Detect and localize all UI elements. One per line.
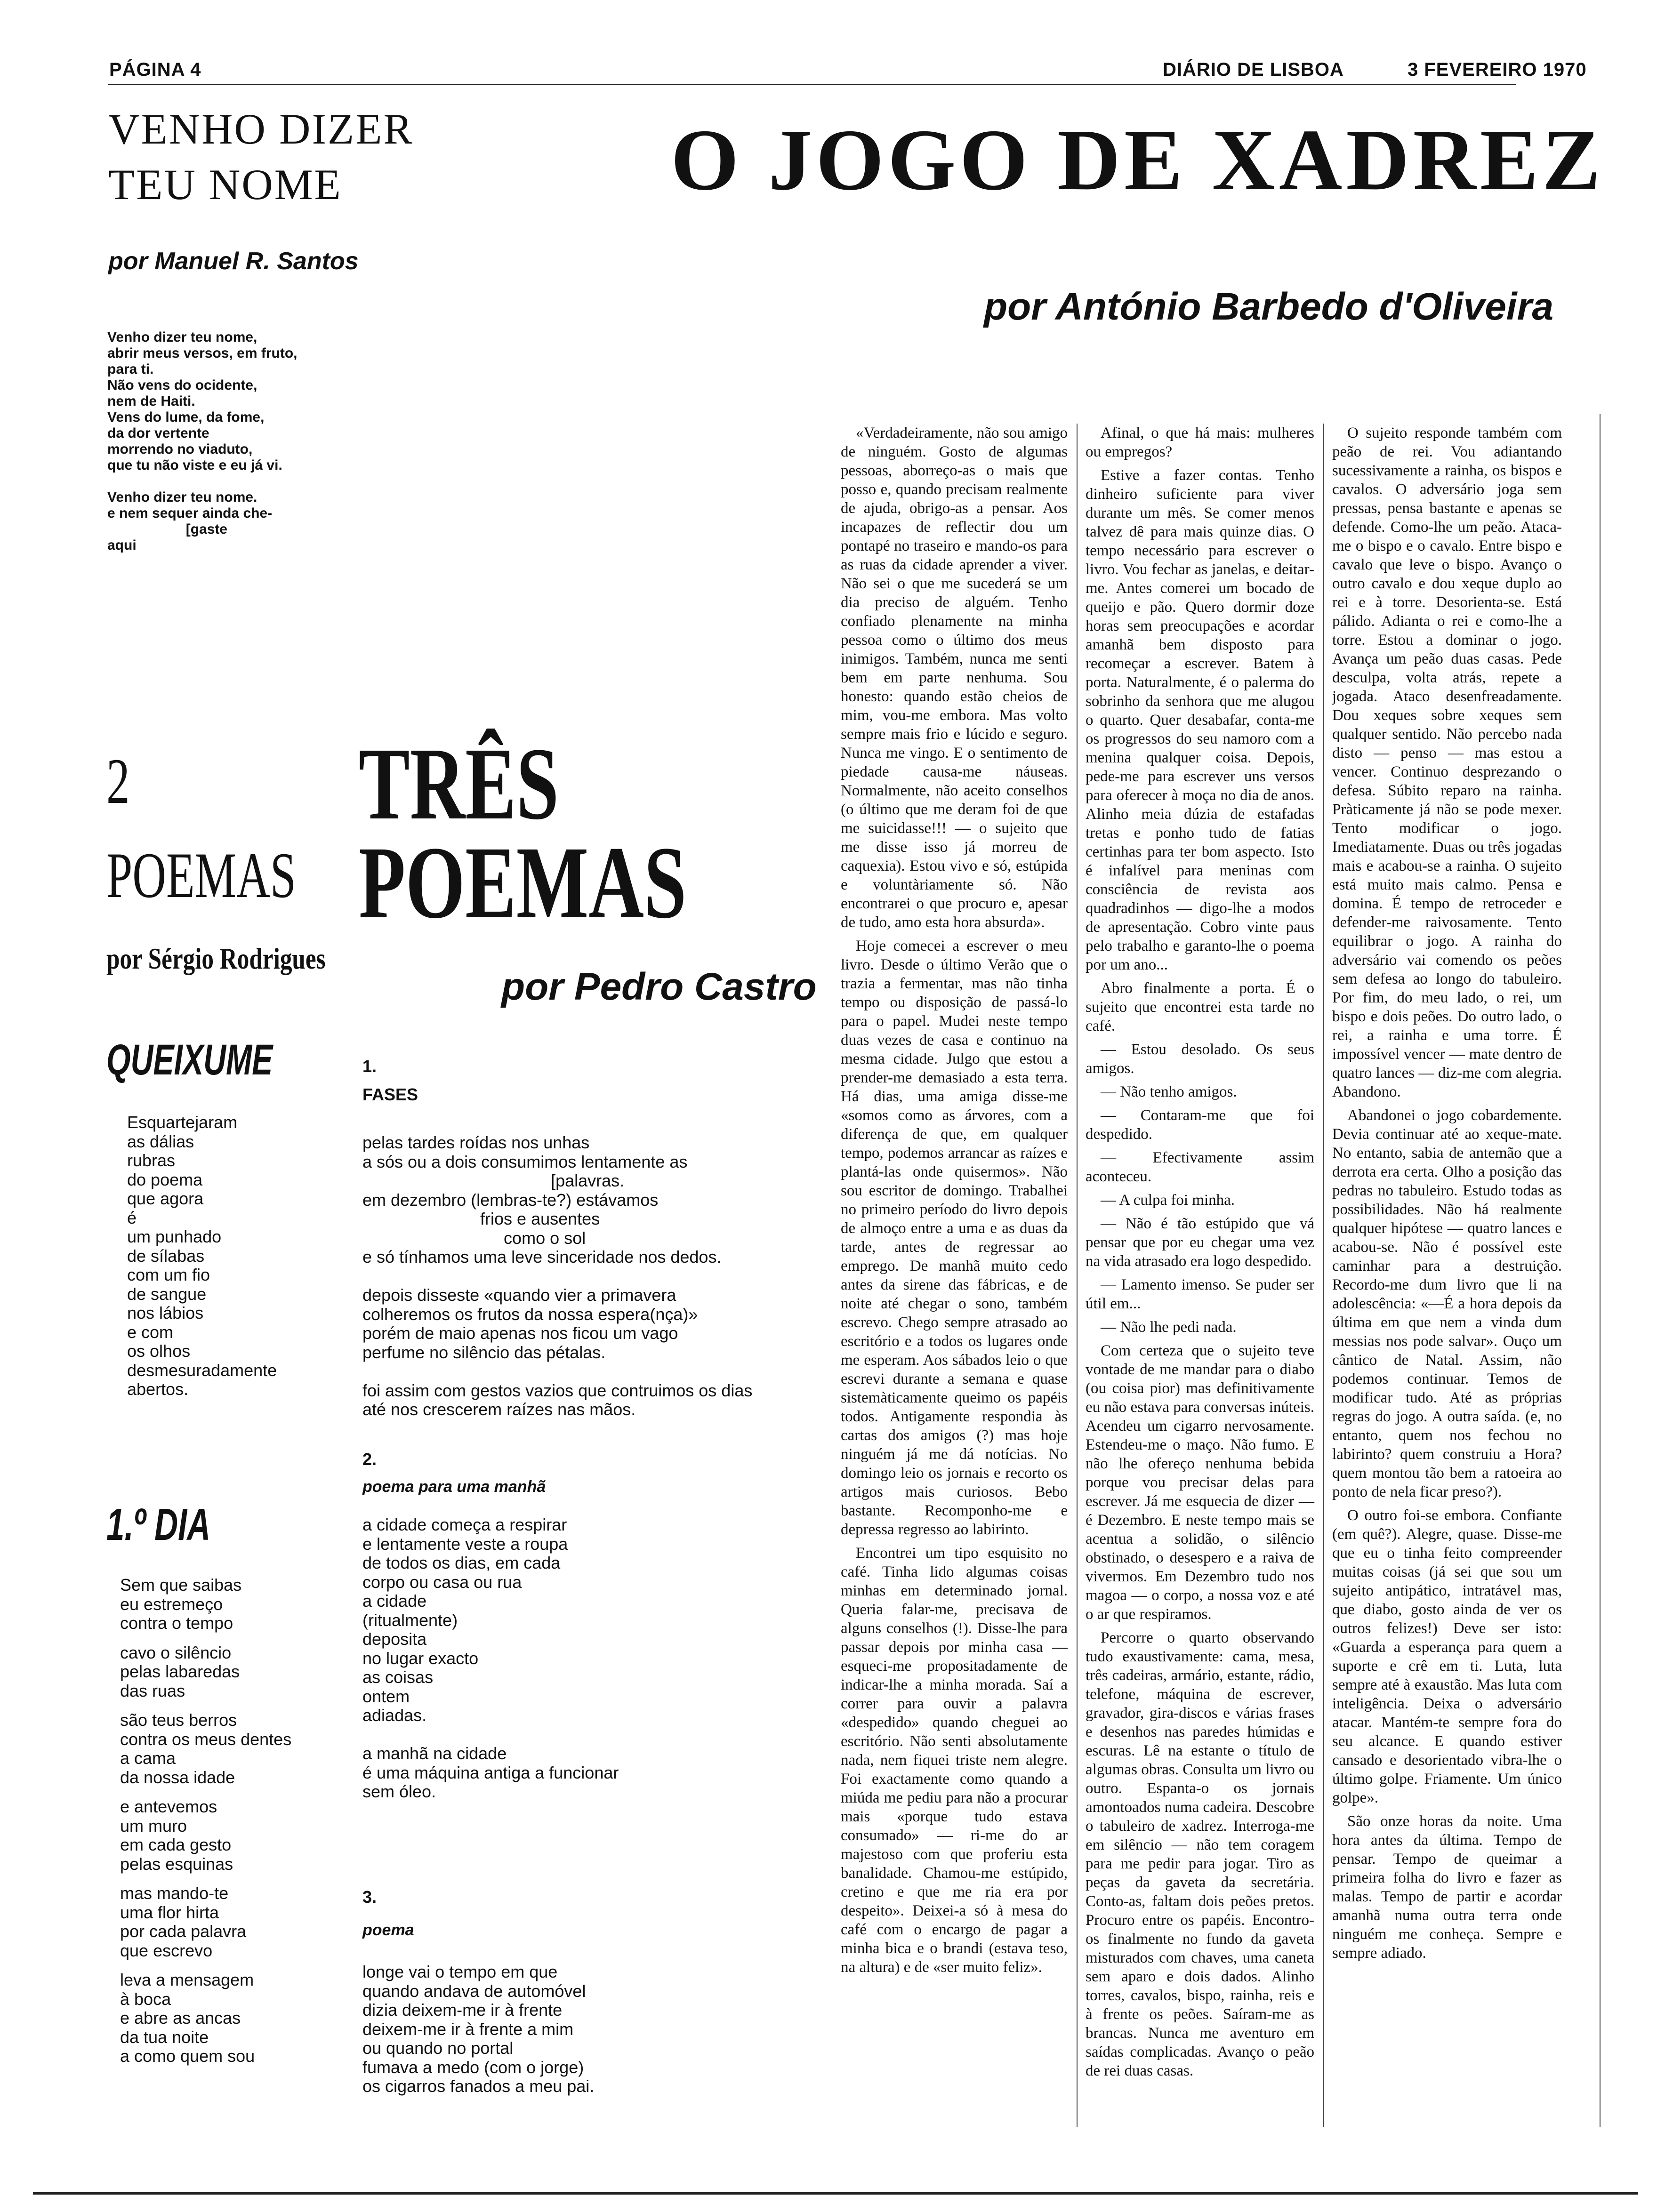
- poem-line: e lentamente veste a roupa: [362, 1534, 568, 1554]
- poem-line: dizia deixem-me ir à frente: [362, 2000, 563, 2020]
- poem-line: que escrevo: [120, 1940, 213, 1960]
- primeiro-dia-title: 1.º DIA: [106, 1499, 211, 1550]
- tres-title-line2: POEMAS: [359, 825, 687, 940]
- poem-line: do poema: [127, 1170, 203, 1189]
- poem-line: os olhos: [127, 1341, 191, 1361]
- queixume-title: QUEIXUME: [106, 1036, 273, 1084]
- poem-line: em dezembro (lembras-te?) estávamos: [362, 1190, 659, 1210]
- paragraph: — Não tenho amigos.: [1101, 1083, 1237, 1100]
- poem-line: fumava a medo (com o jorge): [362, 2057, 584, 2077]
- paragraph: «Verdadeiramente, não sou amigo de ninguém. Gosto de algumas pessoas, aborreço-as o mais que posso e, quando precisam realmente de ajuda, obrigo-as a pensar. Aos incapazes de reflectir dou um pontapé no traseiro e mando-os para as ruas da cidade aprender a viver. Não sei o que me sucederá se um dia preciso de alguém. Tenho confiado plenamente na minha pessoa como o último dos meus inimigos. Também, nunca me senti bem em parte nenhuma. Sou honesto: quando estão cheios de mim, vou-me embora. Mas volto sempre mais frio e lúcido e seguro. Nunca me vingo. E o sentimento de piedade causa-me náuseas. Normalmente, não aceito conselhos (o último que me deram foi de que me suicidasse!!! — o sujeito que me disse isso já morreu de caquexia). Estou vivo e só, estúpida e voluntàriamente só. Não encontrarei o que procuro e, apesar de tudo, amo esta hora absurda».: [841, 425, 1068, 931]
- poem-line: como o sol: [362, 1228, 586, 1248]
- poem-line: de todos os dias, em cada: [362, 1553, 561, 1572]
- poem-line: corpo ou casa ou rua: [362, 1572, 522, 1592]
- poem-line: (ritualmente): [362, 1610, 458, 1630]
- poem-line: [362, 1725, 619, 1745]
- venho-title-line2: TEU NOME: [108, 160, 342, 208]
- poem-line: da dor vertente: [107, 425, 209, 441]
- paragraph: Abro finalmente a porta. É o sujeito que encontrei esta tarde no café.: [1086, 980, 1314, 1034]
- stanza: [120, 1576, 291, 1633]
- poem-line: a cama: [120, 1748, 176, 1768]
- poem-line: de sílabas: [127, 1246, 205, 1266]
- poem-line: contra os meus dentes: [120, 1729, 292, 1749]
- paragraph: Abandonei o jogo cobardemente. Devia continuar até ao xeque-mate. No entanto, sabia de antemão que a derrota era certa. Olho a posição das pedras no tabuleiro. Estudo todas as possibilidades. Não há realmente qualquer hipótese — quatro lances e acabou-se. Não é possível este caminhar para a destruição. Recordo-me dum livro que li na adolescência: «—É a hora depois da última em que nem a vinda dum messias nos pode salvar». Ouço um cântico de Natal. Assim, não podemos continuar. Temos de modificar tudo. Até as próprias regras do jogo. A outra saída. (e, no entanto, quem nos fechou no labirinto? quem construiu a Hora? quem montou tão bem a ratoeira ao ponto de nela ficar preso?).: [1332, 1107, 1562, 1500]
- poem-line: e só tínhamos uma leve sinceridade nos dedos.: [362, 1247, 722, 1266]
- venho-byline: por Manuel R. Santos: [108, 248, 359, 275]
- dois-byline: por Sérgio Rodrigues: [106, 942, 326, 975]
- poem-line: um muro: [120, 1816, 187, 1835]
- poem-line: Não vens do ocidente,: [107, 377, 257, 393]
- poem-line: e nem sequer ainda che-: [107, 505, 273, 521]
- fases-number: 1.: [362, 1057, 377, 1076]
- poem-line: das ruas: [120, 1681, 185, 1700]
- poem-line: da tua noite: [120, 2027, 209, 2047]
- poema-number: 3.: [362, 1887, 377, 1907]
- paragraph: — Contaram-me que foi despedido.: [1086, 1107, 1314, 1143]
- poem-line: morrendo no viaduto,: [107, 441, 253, 457]
- header-rule: [108, 84, 1516, 85]
- poem-line: nem de Haiti.: [107, 393, 195, 409]
- xadrez-column-3: [1332, 424, 1562, 1967]
- poem-line: sem óleo.: [362, 1782, 436, 1801]
- paragraph: São onze horas da noite. Uma hora antes da última. Tempo de pensar. Tempo de queimar a primeira folha do livro e fazer as malas. Tempo de partir e acordar amanhã numa outra terra onde ninguém me conheça. Sempre e sempre adiado.: [1332, 1813, 1562, 1962]
- poem-line: pelas labaredas: [120, 1662, 240, 1681]
- poem-line: é: [127, 1208, 137, 1227]
- stanza: [120, 1797, 291, 1874]
- venho-poem: [107, 329, 297, 553]
- column-rule-1: [1077, 424, 1078, 2127]
- poem-line: porém de maio apenas nos ficou um vago: [362, 1323, 678, 1343]
- poem-line: Esquartejaram: [127, 1113, 238, 1132]
- poem-line: com um fio: [127, 1265, 210, 1284]
- poem-line: para ti.: [107, 361, 154, 377]
- xadrez-byline: por António Barbedo d'Oliveira: [984, 285, 1554, 328]
- paragraph: Encontrei um tipo esquisito no café. Tinha lido algumas coisas minhas em determinado jornal. Queria falar-me, precisava de alguns conselhos (!). Disse-lhe para passar depois por minha casa — esqueci-me propositadamente de indicar-lhe a minha morada. Saí a correr para ouvir a palavra «despedido» quando cheguei ao escritório. Não senti absolutamente nada, nem fiquei triste nem alegre. Foi exactamente como quando a miúda me pediu para não a procurar mais «porque tudo estava consumado» — ri-me do ar majestoso com que proferiu esta banalidade. Chamou-me estúpido, cretino e que me ria era por despeito». Deixei-a só à mesa do café com o encargo de pagar a minha bica e o brandi (estava teso, na altura) e de «ser muito feliz».: [841, 1545, 1068, 1976]
- paragraph: Hoje comecei a escrever o meu livro. Desde o último Verão que o trazia a fermentar, mas não tinha tempo ou disposição de passá-lo para o papel. Mudei neste tempo duas vezes de casa e continuo na mesma cidade. Julgo que estou a prender-me demasiado a esta terra. Há dias, uma amiga disse-me «somos como as árvores, com a diferença de que, em qualquer tempo, podemos arrancar as raízes e plantá-las onde quisermos». Não sou escritor de domingo. Trabalhei no primeiro período do livro depois de almoço entre a uma e as duas da tarde, antes de regressar ao emprego. De manhã muito cedo antes da sirene das fábricas, e de noite até chegar o sono, também escrevo. Chego sempre atrasado ao escritório e a todos os lugares onde me esperam. Aos sábados leio o que escrevi durante a semana e quase sistemàticamente queimo os papéis todos. Antigamente respondia às cartas dos amigos (?) mas hoje ninguém já me dá notícias. No domingo leio os jornais e recorto os artigos mais curiosos. Bebo bastante. Recomponho-me e depressa regresso ao labirinto.: [841, 938, 1068, 1538]
- tres-byline: por Pedro Castro: [501, 965, 817, 1008]
- poem-line: deixem-me ir à frente a mim: [362, 2019, 574, 2039]
- poem-line: pelas esquinas: [120, 1854, 233, 1874]
- poema-poem: [362, 1963, 594, 2096]
- page-number: PÁGINA 4: [109, 59, 201, 80]
- poem-line: aqui: [107, 537, 137, 553]
- poem-line: mas mando-te: [120, 1883, 229, 1903]
- poem-line: [palavras.: [362, 1171, 625, 1190]
- poem-line: são teus berros: [120, 1710, 237, 1730]
- poem-line: a manhã na cidade: [362, 1744, 507, 1763]
- manha-title: poema para uma manhã: [362, 1478, 546, 1496]
- poem-line: as coisas: [362, 1667, 434, 1687]
- paragraph: — Efectivamente assim aconteceu.: [1086, 1149, 1314, 1185]
- poem-line: rubras: [127, 1151, 176, 1170]
- paragraph: Estive a fazer contas. Tenho dinheiro suficiente para viver durante um mês. Se comer menos talvez dê para mais quinze dias. O tempo necessário para escrever o livro. Vou fechar as janelas, e deitar-me. Antes comerei um bocado de queijo e pão. Quero dormir doze horas sem preocupações e acordar amanhã bem disposto para recomeçar a escrever. Batem à porta. Naturalmente, é o palerma do sobrinho da senhora que me alugou o quarto. Quer desabafar, conta-me os progressos do seu namoro com a menina qualquer coisa. Depois, pede-me para escrever uns versos para oferecer à moça no dia de anos. Alinho meia dúzia de estafadas tretas e ponho tudo de fatias certinhas para ter bom aspecto. Isto é infalível para meninas com consciência de revista aos quadradinhos — digo-lhe a modos de apresentação. Cobro vinte paus pelo trabalho e garanto-lhe o poema por um ano...: [1086, 467, 1314, 973]
- manha-poem: [362, 1515, 619, 1802]
- column-rule-2: [1323, 424, 1324, 2127]
- poem-line: a como quem sou: [120, 2046, 255, 2066]
- poem-line: e com: [127, 1322, 174, 1342]
- paragraph: Com certeza que o sujeito teve vontade de me mandar para o diabo (ou coisa pior) mas definitivamente eu não estava para conversas inúteis. Acendeu um cigarro nervosamente. Estendeu-me o maço. Não fumo. E não lhe ofereço nenhuma bebida porque vou precisar delas para escrever. Já me esquecia de dizer — é Dezembro. E neste tempo mais se acentua a solidão, o silêncio obstinado, o desespero e a raiva de vivermos. Em Dezembro tudo nos magoa — o corpo, a nossa voz e até o ar que respiramos.: [1086, 1342, 1314, 1623]
- paragraph: — Não é tão estúpido que vá pensar que por eu chegar uma vez na vida atrasado era logo despedido.: [1086, 1215, 1314, 1270]
- poem-line: abertos.: [127, 1379, 189, 1399]
- poem-line: Venho dizer teu nome.: [107, 489, 257, 505]
- paragraph: O outro foi-se embora. Confiante (em quê?). Alegre, quase. Disse-me que eu o tinha feito compreender muitas coisas (já sei que sou um sujeito antipático, intratável mas, que diabo, gosto ainda de ver os outros felizes!) Deve ser isto: «Guarda a esperança para quem a suporte e crê em ti. Luta, luta sempre até à exaustão. Mas luta com inteligência. Deixa o adversário atacar. Mantém-te sempre fora do seu alcance. E quando estiver cansado e desorientado vibra-lhe o último golpe. Friamente. Um único golpe».: [1332, 1507, 1562, 1806]
- stanza: [120, 1971, 291, 2066]
- poem-line: e abre as ancas: [120, 2008, 241, 2028]
- venho-title: [108, 101, 414, 212]
- poem-line: que agora: [127, 1189, 204, 1208]
- poem-line: os cigarros fanados a meu pai.: [362, 2076, 595, 2096]
- poem-line: e antevemos: [120, 1797, 217, 1816]
- paragraph: — Não lhe pedi nada.: [1101, 1319, 1237, 1336]
- poem-line: deposita: [362, 1629, 427, 1649]
- paragraph: Afinal, o que há mais: mulheres ou empregos?: [1086, 425, 1314, 460]
- poem-line: [107, 473, 297, 489]
- issue-date: 3 FEVEREIRO 1970: [1408, 59, 1587, 80]
- poem-line: a cidade começa a respirar: [362, 1515, 567, 1534]
- poem-line: a sós ou a dois consumimos lentamente as: [362, 1152, 688, 1171]
- fases-title: FASES: [362, 1085, 418, 1104]
- poem-line: quando andava de automóvel: [362, 1981, 586, 2001]
- stanza: [120, 1711, 291, 1787]
- stanza: [120, 1643, 291, 1701]
- poem-line: eu estremeço: [120, 1594, 223, 1614]
- poem-line: [gaste: [107, 521, 228, 537]
- poem-line: em cada gesto: [120, 1835, 232, 1854]
- newspaper-name: DIÁRIO DE LISBOA: [1163, 59, 1344, 80]
- poem-line: que tu não viste e eu já vi.: [107, 457, 282, 473]
- dois-number: 2: [106, 745, 130, 817]
- poem-line: [362, 1362, 752, 1381]
- poem-line: perfume no silêncio das pétalas.: [362, 1342, 606, 1362]
- footer-rule: [33, 2192, 1638, 2195]
- manha-number: 2.: [362, 1450, 377, 1469]
- poem-line: pelas tardes roídas nos unhas: [362, 1133, 590, 1152]
- poem-line: as dálias: [127, 1131, 194, 1151]
- poem-line: até nos crescerem raízes nas mãos.: [362, 1400, 636, 1419]
- fases-poem: [362, 1133, 752, 1419]
- paragraph: — A culpa foi minha.: [1101, 1192, 1235, 1209]
- poem-line: longe vai o tempo em que: [362, 1962, 558, 1981]
- poem-line: a cidade: [362, 1591, 427, 1611]
- column-rule-3: [1600, 414, 1601, 2127]
- poem-line: Vens do lume, da fome,: [107, 409, 265, 425]
- poem-line: frios e ausentes: [362, 1209, 600, 1228]
- poem-line: colheremos os frutos da nossa espera(nça)»: [362, 1304, 698, 1324]
- poem-line: ou quando no portal: [362, 2038, 514, 2058]
- primeiro-dia-poem: [120, 1576, 291, 2076]
- paragraph: O sujeito responde também com peão de rei. Vou adiantando sucessivamente a rainha, os bispos e cavalos. O adversário joga sem pressas, pensa bastante e apenas se defende. Como-lhe um peão. Ataca-me o bispo e o cavalo. Entre bispo e cavalo que leve o bispo. Avanço o outro cavalo e dou xeque duplo ao rei e à torre. Desorienta-se. Está pálido. Adianta o rei e como-lhe a torre. Estou a dominar o jogo. Avança um peão duas casas. Pede desculpa, volta atrás, repete a jogada. Ataco desenfreadamente. Dou xeques sobre xeques sem qualquer sentido. Não percebo nada disto — penso — mas estou a vencer. Continuo desprezando o defesa. Súbito reparo na rainha. Pràticamente já não se pode mexer. Tento modificar o jogo. Imediatamente. Duas ou três jogadas mais e acabou-se a rainha. O sujeito está muito mais calmo. Pensa e domina. É tempo de retroceder e defender-me raivosamente. Tento equilibrar o jogo. A rainha do adversário vai comendo os peões sem defesa ao longo do tabuleiro. Por fim, do meu lado, o rei, um bispo e dois peões. Do outro lado, o rei, a rainha e uma torre. É impossível vencer — mate dentro de quatro lances — diz-me com alegria. Abandono.: [1332, 425, 1562, 1100]
- poem-line: depois disseste «quando vier a primavera: [362, 1285, 676, 1305]
- poem-line: uma flor hirta: [120, 1902, 219, 1922]
- stanza: [120, 1884, 291, 1960]
- poem-line: foi assim com gestos vazios que contruimos os dias: [362, 1380, 753, 1400]
- poem-line: cavo o silêncio: [120, 1643, 232, 1662]
- queixume-poem: [127, 1113, 277, 1399]
- poem-line: por cada palavra: [120, 1922, 247, 1941]
- poem-line: Sem que saibas: [120, 1575, 242, 1595]
- paragraph: — Estou desolado. Os seus amigos.: [1086, 1041, 1314, 1077]
- poem-line: no lugar exacto: [362, 1648, 479, 1668]
- poem-line: de sangue: [127, 1284, 207, 1304]
- poem-line: Venho dizer teu nome,: [107, 329, 257, 345]
- dois-title: POEMAS: [106, 839, 297, 911]
- poem-line: nos lábios: [127, 1303, 204, 1322]
- xadrez-column-1: [841, 424, 1068, 1981]
- poem-line: leva a mensagem: [120, 1970, 254, 1989]
- poem-line: contra o tempo: [120, 1613, 233, 1633]
- poem-line: [362, 1267, 752, 1286]
- poem-line: é uma máquina antiga a funcionar: [362, 1763, 619, 1782]
- paragraph: — Lamento imenso. Se puder ser útil em...: [1086, 1276, 1314, 1312]
- poem-line: desmesuradamente: [127, 1360, 277, 1380]
- poem-line: um punhado: [127, 1227, 222, 1246]
- xadrez-title: O JOGO DE XADREZ: [671, 112, 1605, 208]
- venho-title-line1: VENHO DIZER: [108, 105, 414, 153]
- tres-title-line1: TRÊS: [359, 726, 559, 841]
- poem-line: adiadas.: [362, 1706, 427, 1725]
- paragraph: Percorre o quarto observando tudo exaustivamente: cama, mesa, três cadeiras, armário, estante, rádio, telefone, máquina de escrever, gravador, gira-discos e várias frases e desenhos nas paredes húmidas e escuras. Lê na estante o título de algumas obras. Consulta um livro ou outro. Espanta-o os jornais amontoados numa cadeira. Descobre o tabuleiro de xadrez. Interroga-me em silêncio — não tem coragem para me pedir para jogar. Tiro as peças da gaveta da secretária. Conto-as, faltam dois peões pretos. Procuro entre os papéis. Encontro-os finalmente no fundo da gaveta misturados com chaves, uma caneta sem aparo e dois dados. Alinho torres, cavalos, bispo, rainha, reis e à frente os peões. Saíram-me as brancas. Nunca me aventuro em saídas complicadas. Avanço o peão de rei duas casas.: [1086, 1629, 1314, 2079]
- xadrez-column-2: [1086, 424, 1314, 2085]
- poem-line: à boca: [120, 1989, 171, 2009]
- poem-line: ontem: [362, 1686, 410, 1706]
- poema-title: poema: [362, 1921, 414, 1939]
- poem-line: da nossa idade: [120, 1767, 235, 1787]
- poem-line: abrir meus versos, em fruto,: [107, 345, 298, 361]
